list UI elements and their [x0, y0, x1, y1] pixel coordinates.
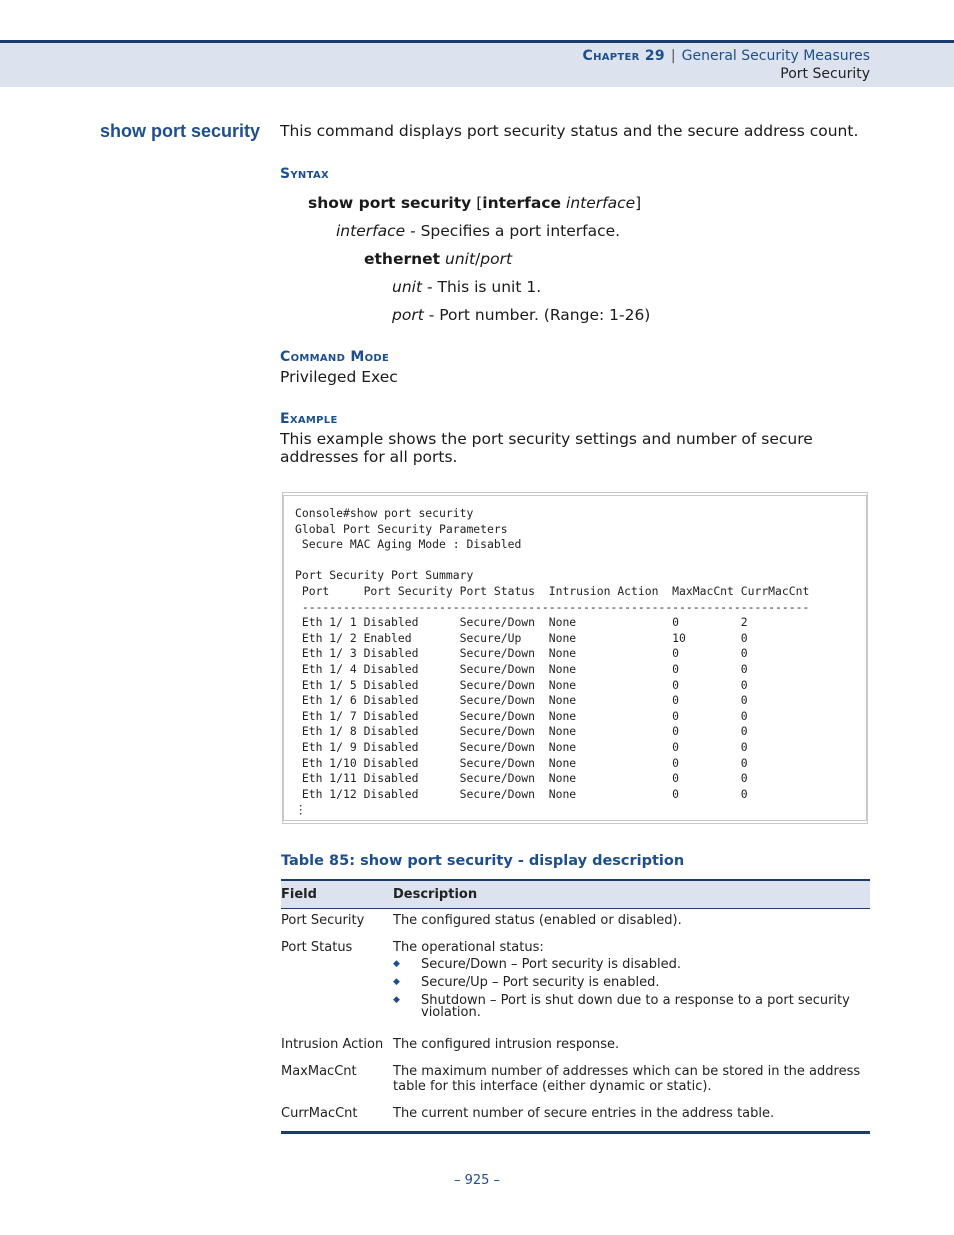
list-item	[393, 977, 870, 989]
bracket-open: [	[476, 194, 483, 212]
table-row	[281, 936, 870, 1033]
syntax-heading: Syntax	[280, 166, 329, 182]
header-field: Field	[281, 880, 393, 909]
field-cell: CurrMacCnt	[281, 1102, 393, 1133]
param-desc: - Specifies a port interface.	[405, 222, 621, 240]
syntax-arg: interface	[566, 194, 636, 212]
field-cell: Port Status	[281, 940, 353, 955]
command-title: show port security	[100, 121, 261, 141]
table-row	[281, 1102, 870, 1133]
description-table	[281, 879, 870, 1134]
header-description: Description	[393, 880, 870, 909]
field-cell: Port Security	[281, 913, 365, 928]
description-cell	[393, 936, 870, 1033]
ethernet-keyword: ethernet	[364, 250, 441, 268]
param-name: interface	[336, 222, 406, 240]
param-ethernet	[364, 250, 512, 268]
description-cell: The current number of secure entries in the address table.	[393, 1102, 870, 1133]
port-name: port	[392, 306, 424, 324]
page-number: – 925 –	[453, 1173, 501, 1188]
port-desc: - Port number. (Range: 1-26)	[423, 306, 651, 324]
param-port	[392, 306, 650, 324]
field-cell: MaxMacCnt	[281, 1064, 357, 1079]
list-item	[393, 959, 870, 971]
code-example-box	[282, 492, 868, 824]
table-header-row	[281, 880, 870, 909]
description-text: The operational status:	[393, 940, 544, 955]
list-item-text: Secure/Up – Port security is enabled.	[421, 975, 660, 990]
diamond-bullet-icon: ◆	[393, 995, 400, 1005]
code-example: Console#show port security Global Port Security Parameters Secure MAC Aging Mode : Disabled Port Security Port Summary Port Port Security Port Status Intrusion Action MaxMacCnt CurrMacCnt -------------------------------------------------------------------------- Eth 1/ 1 Disabled Secure/Down None 0 2 Eth 1/ 2 Enabled Secure/Up None 10 0 Eth 1/ 3 Disabled Secure/Down None 0 0 Eth 1/ 4 Disabled Secure/Down None 0 0 Eth 1/ 5 Disabled Secure/Down None 0 0 Eth 1/ 6 Disabled Secure/Down None 0 0 Eth 1/ 7 Disabled Secure/Down None 0 0 Eth 1/ 8 Disabled Secure/Down None 0 0 Eth 1/ 9 Disabled Secure/Down None 0 0 Eth 1/10 Disabled Secure/Down None 0 0 Eth 1/11 Disabled Secure/Down None 0 0 Eth 1/12 Disabled Secure/Down None 0 0 ⋮	[295, 506, 810, 817]
intro-text: This command displays port security status and the secure address count.	[280, 122, 859, 140]
header-separator: |	[670, 48, 676, 64]
bracket-close: ]	[635, 194, 642, 212]
chapter-label: Chapter 29	[582, 48, 665, 64]
table-row	[281, 1060, 870, 1102]
table-row	[281, 1033, 870, 1060]
header-chapter-line	[583, 48, 871, 64]
diamond-bullet-icon: ◆	[393, 977, 400, 987]
chapter-title: General Security Measures	[681, 48, 870, 64]
ethernet-unit: unit	[445, 250, 476, 268]
syntax-keyword: interface	[482, 194, 562, 212]
list-item	[393, 995, 870, 1019]
command-mode-heading: Command Mode	[280, 349, 390, 365]
example-text-2: addresses for all ports.	[280, 448, 458, 466]
syntax-line	[308, 194, 641, 212]
table-row	[281, 909, 870, 937]
list-item-text: Secure/Down – Port security is disabled.	[421, 957, 681, 972]
section-title: Port Security	[780, 66, 870, 82]
description-cell: The maximum number of addresses which can be stored in the address table for this interface (either dynamic or static).	[393, 1064, 861, 1094]
ethernet-port: port	[480, 250, 513, 268]
list-item-text: Shutdown – Port is shut down due to a response to a port security violation.	[421, 993, 850, 1020]
description-cell: The configured intrusion response.	[393, 1037, 620, 1052]
syntax-command: show port security	[308, 194, 472, 212]
ethernet-slash: /	[475, 250, 481, 268]
example-heading: Example	[280, 411, 338, 427]
param-unit	[392, 278, 541, 296]
unit-desc: - This is unit 1.	[422, 278, 542, 296]
table-caption: Table 85: show port security - display description	[281, 853, 685, 869]
diamond-bullet-icon: ◆	[393, 959, 400, 969]
command-mode-text: Privileged Exec	[280, 368, 398, 386]
field-cell: Intrusion Action	[281, 1037, 384, 1052]
param-interface	[336, 222, 620, 240]
status-bullet-list	[393, 959, 870, 1019]
description-cell: The configured status (enabled or disabled).	[393, 913, 682, 928]
page-header	[0, 40, 954, 87]
example-text-1: This example shows the port security settings and number of secure	[280, 430, 813, 448]
unit-name: unit	[392, 278, 423, 296]
